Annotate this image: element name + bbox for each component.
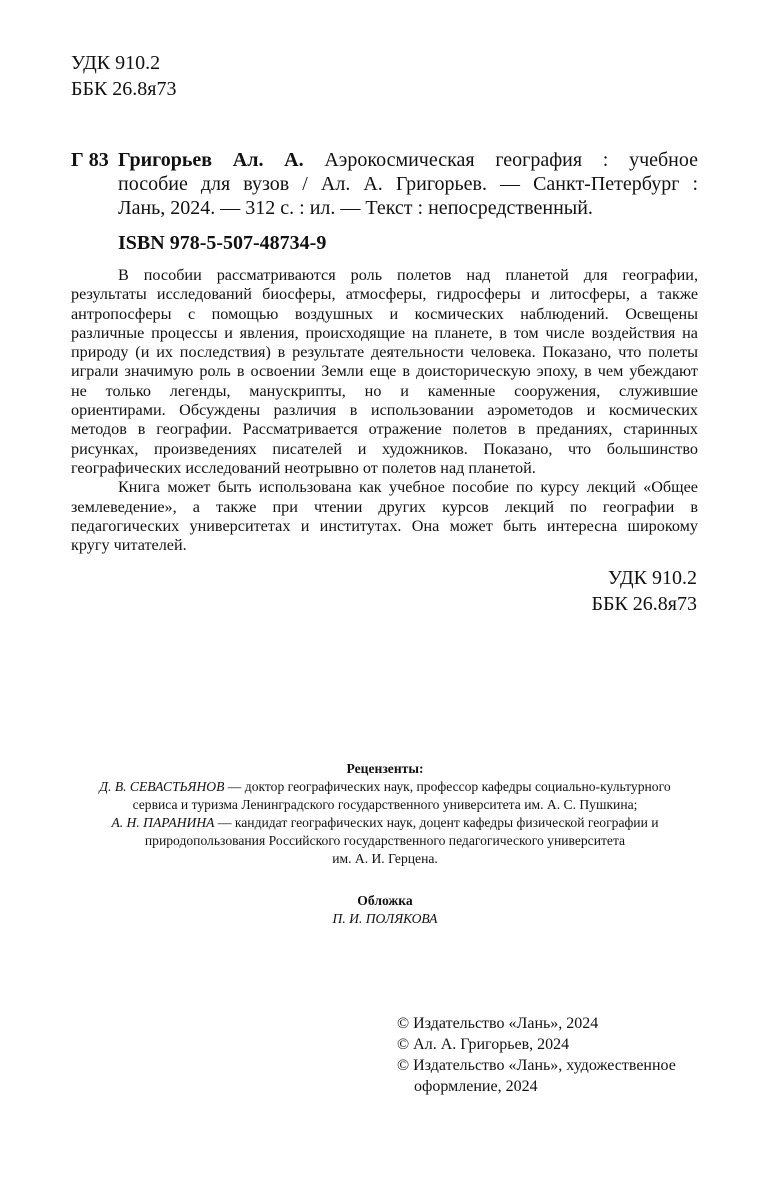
- bbk-code: ББК 26.8я73: [591, 593, 697, 615]
- cover-designer: П. И. ПОЛЯКОВА: [332, 911, 438, 926]
- reviewer-info: — кандидат географических наук, доцент кафедры физической географии и: [214, 815, 659, 830]
- author-mark: Г 83: [71, 149, 109, 171]
- abstract-line: методов в географии. Рассматривается отражение полетов в преданиях, старинных: [71, 420, 698, 439]
- abstract-line: результаты исследований биосферы, атмосферы, гидросферы и литосферы, а также: [71, 285, 698, 304]
- reviewer-info: природопользования Российского государственного педагогического университета: [144, 833, 626, 848]
- reviewers-section: [40, 760, 730, 928]
- copyright-line: © Издательство «Лань», 2024: [397, 1015, 599, 1032]
- udk-code: УДК 910.2: [71, 52, 161, 74]
- biblio-line: пособие для вузов / Ал. А. Григорьев. — Санкт-Петербург :: [118, 173, 698, 195]
- abstract-line: Книга может быть использована как учебное пособие по курсу лекций «Общее: [118, 478, 698, 497]
- abstract-line: кругу читателей.: [71, 536, 187, 555]
- abstract: [71, 266, 698, 555]
- abstract-line: антропосферы с помощью воздушных и космических наблюдений. Освещены: [71, 304, 698, 323]
- bbk-code: ББК 26.8я73: [71, 78, 177, 100]
- reviewer-info: — доктор географических наук, профессор кафедры социально-культурного: [224, 779, 671, 794]
- abstract-line: географических исследований неотрывно от полетов над планетой.: [71, 458, 536, 477]
- book-title: Аэрокосмическая география : учебное: [324, 149, 699, 171]
- reviewer-name: Д. В. СЕВАСТЬЯНОВ: [99, 779, 225, 794]
- abstract-line: рисунках, произведениях писателей и художников. Показано, что большинство: [71, 439, 698, 458]
- abstract-line: природу (и их последствия) в результате деятельности человека. Показано, что полеты: [71, 343, 698, 362]
- footer-codes: [591, 565, 697, 617]
- copyright-line: © Ал. А. Григорьев, 2024: [397, 1036, 570, 1053]
- reviewer-name: А. Н. ПАРАНИНА: [111, 815, 215, 830]
- isbn: ISBN 978-5-507-48734-9: [118, 232, 327, 254]
- abstract-line: не только легенды, манускрипты, но и каменные сооружения, служившие: [71, 381, 698, 400]
- reviewer-info: сервиса и туризма Ленинградского государственного университета им. А. С. Пушкина;: [132, 797, 638, 812]
- copyright-block: [397, 1013, 676, 1097]
- reviewer-info: им. А. И. Герцена.: [332, 851, 438, 866]
- reviewers-heading: Рецензенты:: [346, 761, 424, 776]
- abstract-line: играли значимую роль в освоении Земли еще в доисторическую эпоху, в чем убеждают: [71, 362, 698, 381]
- bibliographic-record: [118, 148, 698, 220]
- abstract-line: ориентирами. Обсуждены различия в использовании аэрометодов и космических: [71, 401, 698, 420]
- cover-heading: Обложка: [357, 893, 413, 908]
- abstract-line: различные процессы и явления, происходящие на планете, в том числе воздействия на: [71, 323, 698, 342]
- abstract-line: педагогических университетах и институтах. Она может быть интересна широкому: [71, 516, 698, 535]
- classification-codes: [71, 50, 177, 102]
- copyright-line: © Издательство «Лань», художественное: [397, 1057, 676, 1074]
- biblio-line: Лань, 2024. — 312 с. : ил. — Текст : непосредственный.: [118, 197, 593, 219]
- abstract-line: землеведение», а также при чтении других курсов лекций по географии в: [71, 497, 698, 516]
- abstract-line: В пособии рассматриваются роль полетов над планетой для географии,: [118, 266, 698, 284]
- udk-code: УДК 910.2: [607, 567, 697, 589]
- copyright-line: оформление, 2024: [414, 1078, 538, 1095]
- author-name: Григорьев Ал. А.: [118, 149, 304, 171]
- biblio-line: [118, 148, 698, 172]
